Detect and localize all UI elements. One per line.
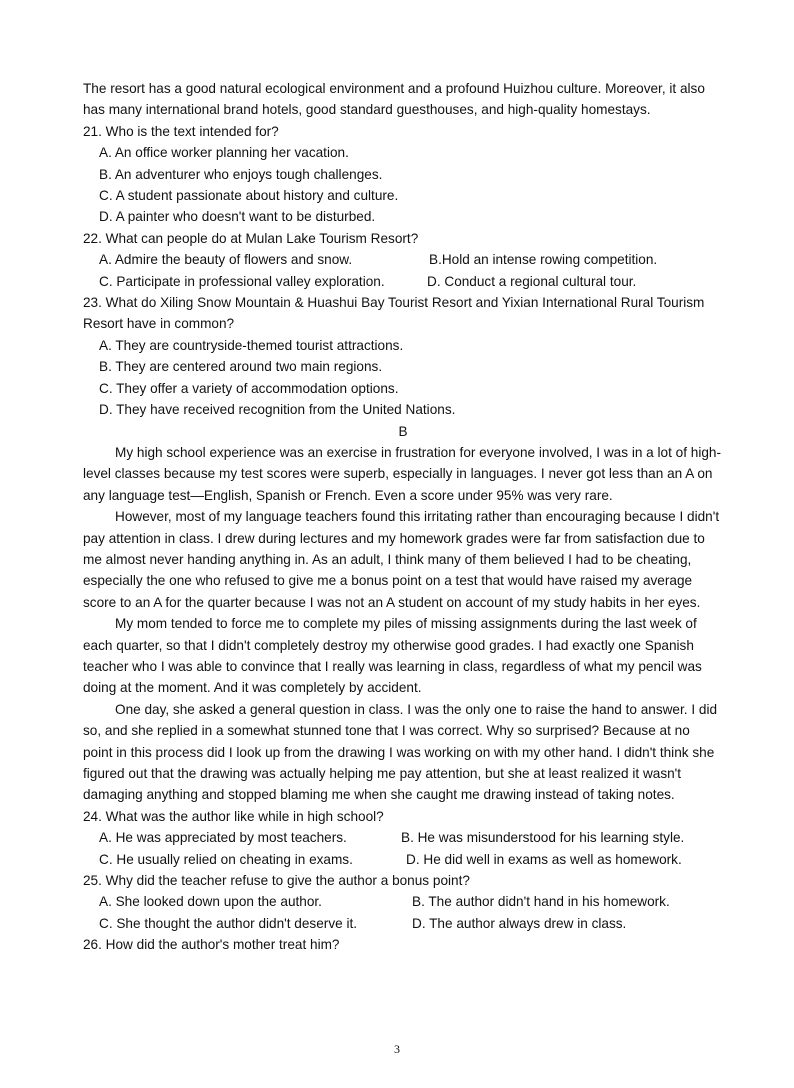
question-25-options-row-2 [83,913,723,934]
question-25-option-a: A. She looked down upon the author. [99,894,322,910]
question-22-options-row-1 [83,249,723,270]
question-25-options-row-1 [83,891,723,912]
intro-paragraph: The resort has a good natural ecological environment and a profound Huizhou culture. Moreover, it also has many international brand hotels, good standard guesthouses, and high-quality homestays. [83,81,705,118]
question-23-option-b: B. They are centered around two main regions. [99,359,383,375]
question-22-option-a: A. Admire the beauty of flowers and snow. [99,252,353,268]
question-23-stem: 23. What do Xiling Snow Mountain & Huashui Bay Tourist Resort and Yixian International Rural Tourism Resort have in common? [83,295,705,332]
question-24-options-row-2 [83,849,723,870]
passage-b-paragraph-2: However, most of my language teachers found this irritating rather than encouraging because I didn't pay attention in class. I drew during lectures and my homework grades were far from satisfaction due to me almost never handing anything in. As an adult, I think many of them believed I had to be cheating, especially the one who refused to give me a bonus point on a test that would have raised my average score to an A for the quarter because I was not an A student on account of my study habits in her eyes. [83,509,720,610]
question-24-option-a: A. He was appreciated by most teachers. [99,830,347,846]
question-21-stem: 21. Who is the text intended for? [83,123,279,139]
question-21-option-c: C. A student passionate about history and culture. [99,188,399,204]
passage-b-paragraph-1: My high school experience was an exercise in frustration for everyone involved, I was in a lot of high-level classes because my test scores were superb, especially in languages. I never got less than an A on any language test—English, Spanish or French. Even a score under 95% was very rare. [83,444,721,503]
question-22-option-b: B.Hold an intense rowing competition. [429,252,658,268]
question-23-option-c: C. They offer a variety of accommodation options. [99,380,399,396]
question-22-stem: 22. What can people do at Mulan Lake Tourism Resort? [83,230,419,246]
exam-page-content [83,78,723,956]
question-24-option-b: B. He was misunderstood for his learning style. [401,830,685,846]
question-25-option-c: C. She thought the author didn't deserve it. [99,915,358,931]
passage-b-paragraph-4: One day, she asked a general question in class. I was the only one to raise the hand to answer. I did so, and she replied in a somewhat stunned tone that I was correct. Why so surprised? Because at no point in this process did I look up from the drawing I was working on with my other hand. I didn't think she figured out that the drawing was actually helping me pay attention, but she at least realized it wasn't damaging anything and stopped blaming me when she caught me drawing instead of taking notes. [83,701,718,803]
passage-b-paragraph-3: My mom tended to force me to complete my piles of missing assignments during the last week of each quarter, so that I didn't completely destroy my otherwise good grades. I had exactly one Spanish teacher who I was able to convince that I really was learning in class, regardless of what my pencil was doing at the moment. And it was completely by accident. [83,616,702,696]
question-25-stem: 25. Why did the teacher refuse to give the author a bonus point? [83,873,470,889]
question-23-option-a: A. They are countryside-themed tourist attractions. [99,337,404,353]
question-22-options-row-2 [83,271,723,292]
section-label: B [398,423,408,439]
page-number: 3 [394,1042,400,1056]
question-21-option-b: B. An adventurer who enjoys tough challenges. [99,166,383,182]
question-24-option-c: C. He usually relied on cheating in exams. [99,851,353,867]
question-22-option-c: C. Participate in professional valley exploration. [99,273,385,289]
question-21-option-d: D. A painter who doesn't want to be disturbed. [99,209,376,225]
question-25-option-d: D. The author always drew in class. [412,915,627,931]
question-21-option-a: A. An office worker planning her vacation. [99,145,349,161]
question-26-stem: 26. How did the author's mother treat him? [83,937,340,953]
question-25-option-b: B. The author didn't hand in his homework. [412,894,670,910]
question-24-option-d: D. He did well in exams as well as homework. [406,851,682,867]
question-24-stem: 24. What was the author like while in high school? [83,808,384,824]
question-24-options-row-1 [83,827,723,848]
question-23-option-d: D. They have received recognition from the United Nations. [99,402,456,418]
question-22-option-d: D. Conduct a regional cultural tour. [427,273,637,289]
